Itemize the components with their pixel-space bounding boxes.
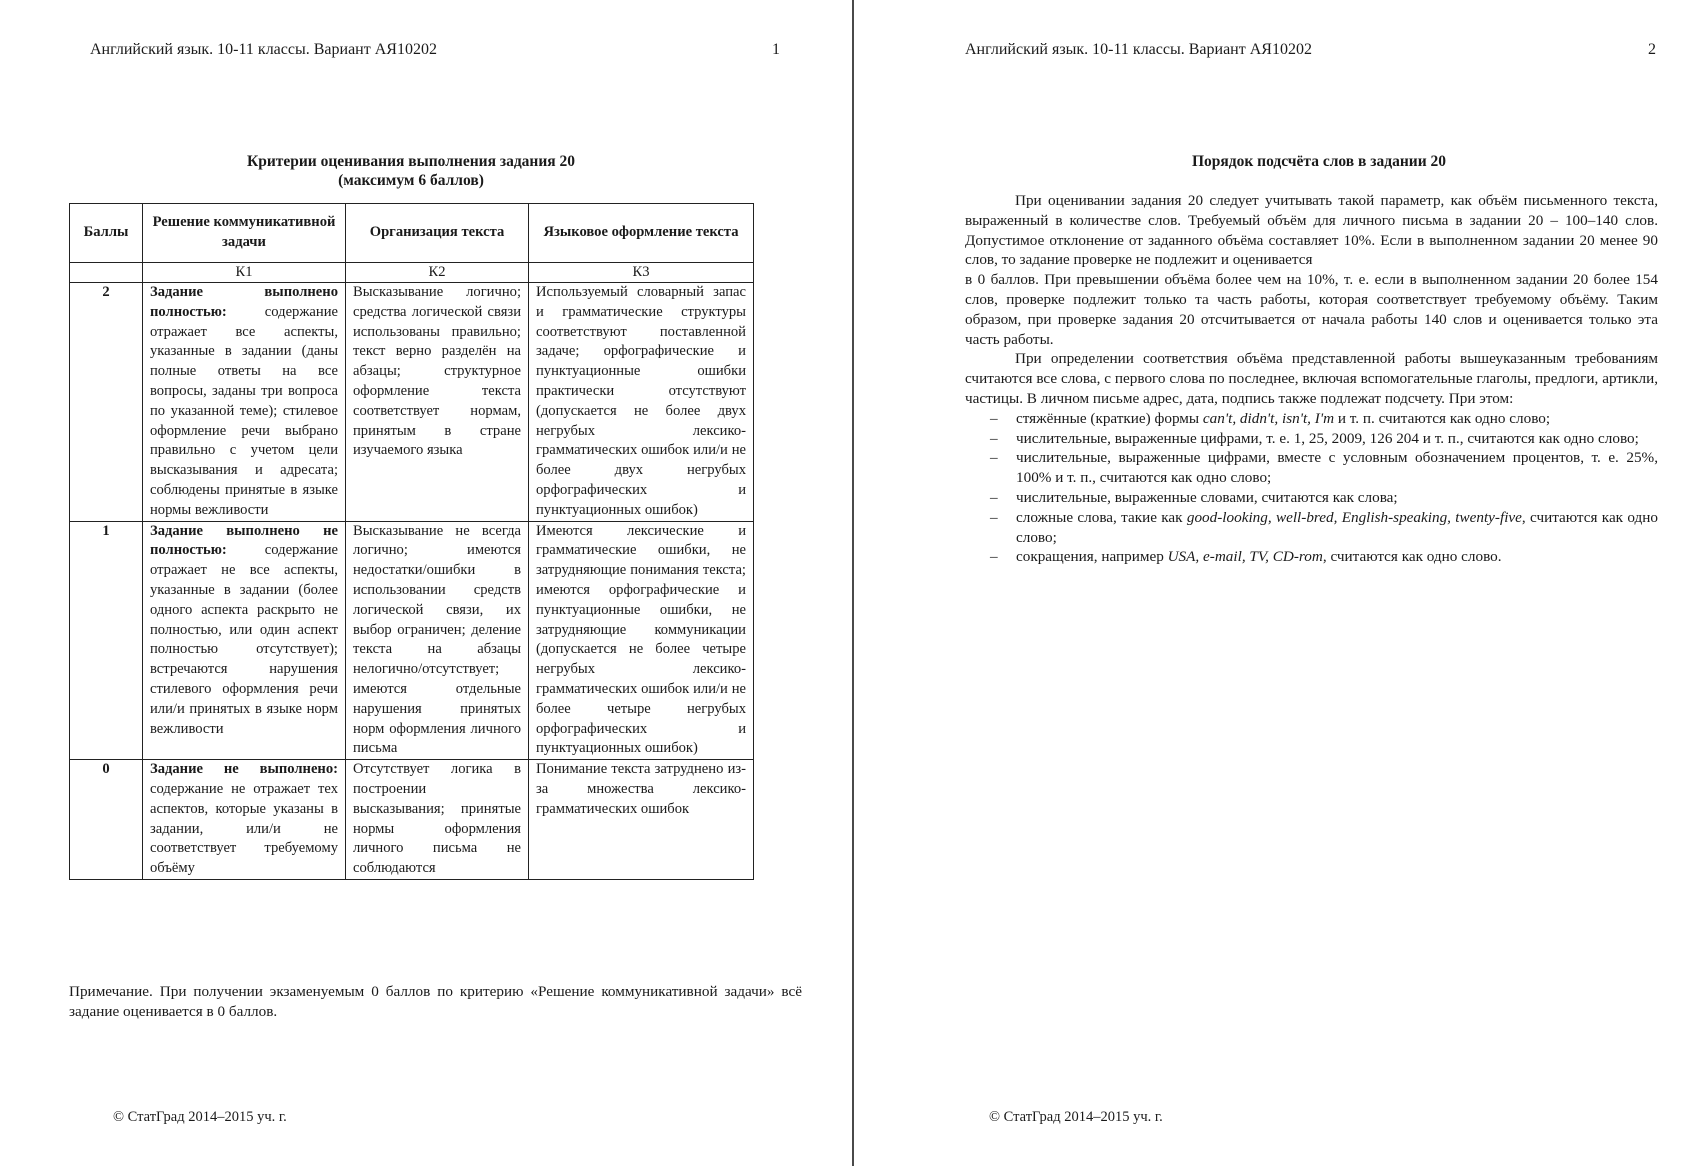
k2-cell: Отсутствует логика в построении высказывания; принятые нормы оформления личного письма не соблюдаются (346, 760, 529, 880)
word-count-title: Порядок подсчёта слов в задании 20 (1191, 153, 1447, 170)
header-score: Баллы (70, 204, 143, 263)
k1-lead: Задание выполнено не полностью: (150, 522, 338, 559)
k2-cell: Высказывание не всегда логично; имеются недостатки/ошибки в использовании средств логической связи, их выбор ограничен; деление текста на абзацы нелогично/отсутствует; имеются отдельные нарушения принятых норм оформления личного письма (346, 521, 529, 760)
paragraph-volume: При оценивании задания 20 следует учитывать такой параметр, как объём письменного текста, выраженный в количестве слов. Требуемый объём для личного письма в задании 20 – 100–140 слов. Допустимое отклонение от заданного объёма составляет 10%. Если в выполненном задании 20 менее 90 слов, то задание проверке не подлежит и оценивается (965, 192, 1658, 269)
page-left (0, 0, 852, 1166)
header-k3: Языковое оформление текста (529, 204, 754, 263)
k1-cell (143, 760, 346, 880)
list-item: – числительные, выраженные цифрами, т. е. 1, 25, 2009, 126 204 и т. п., считаются как одно слово; (990, 429, 1639, 447)
table-header-row (70, 204, 754, 263)
k3-cell: Понимание текста затруднено из-за множества лексико-грамматических ошибок (529, 760, 754, 880)
criteria-note: Примечание. При получении экзаменуемым 0 баллов по критерию «Решение коммуникативной задачи» всё задание оценивается в 0 баллов. (69, 983, 802, 1020)
table-row (70, 521, 754, 760)
k3-cell: Используемый словарный запас и грамматические структуры соответствуют поставленной задаче; орфографические и пунктуационные ошибки практически отсутствуют (допускается не более двух негрубых лексико-грамматических ошибок или/и не более двух негрубых орфографических и пунктуационных ошибок) (529, 283, 754, 522)
list-item: – стяжённые (краткие) формы can't, didn't, isn't, I'm и т. п. считаются как одно слово; (990, 409, 1551, 427)
criteria-table (69, 203, 754, 880)
k2-cell: Высказывание логично; средства логической связи использованы правильно; текст верно разделён на абзацы; структурное оформление текста соответствует нормам, принятым в стране изучаемого языка (346, 283, 529, 522)
list-item: – сложные слова, такие как good-looking, well-bred, English-speaking, twenty-five, считаются как одно слово; (990, 508, 1658, 546)
k1-text: содержание не отражает тех аспектов, которые указаны в задании, или/и не соответствует требуемому объёму (150, 780, 338, 877)
k1-cell (143, 521, 346, 760)
table-row (70, 283, 754, 522)
header-k1: Решение коммуникативной задачи (143, 204, 346, 263)
score-cell: 2 (70, 283, 143, 522)
code-k2: К2 (346, 263, 529, 283)
k1-cell (143, 283, 346, 522)
list-item: – числительные, выраженные словами, считаются как слова; (990, 488, 1398, 506)
k3-cell: Имеются лексические и грамматические ошибки, не затрудняющие понимания текста; имеются орфографические и пунктуационные ошибки, не затрудняющие коммуникации (допускается не более четыре негрубых лексико-грамматических ошибок или/и не более четыре негрубых орфографических и пунктуационных ошибок) (529, 521, 754, 760)
list-item: – числительные, выраженные цифрами, вместе с условным обозначением процентов, т. е. 25%, 100% и т. п., считаются как одно слово; (990, 449, 1658, 487)
k1-lead: Задание не выполнено: (150, 761, 338, 778)
codes-empty-cell (70, 263, 143, 283)
criteria-title-line2: (максимум 6 баллов) (338, 172, 484, 189)
k1-text: содержание отражает все аспекты, указанные в задании (даны полные ответы на все вопросы, заданы три вопроса по указанной теме); стилевое оформление речи выбрано правильно с учетом цели высказывания и адресата; соблюдены принятые в языке нормы вежливости (150, 303, 338, 518)
criteria-title (70, 152, 752, 190)
code-k1: К1 (143, 263, 346, 283)
code-k3: К3 (529, 263, 754, 283)
list-item: – сокращения, например USA, e-mail, TV, CD-rom, считаются как одно слово. (990, 548, 1502, 566)
page-number: 1 (772, 41, 780, 58)
page-right (854, 0, 1706, 1166)
page-footer: © СтатГрад 2014–2015 уч. г. (113, 1109, 287, 1125)
page-number: 2 (1648, 41, 1656, 58)
page-footer: © СтатГрад 2014–2015 уч. г. (989, 1109, 1163, 1125)
score-cell: 0 (70, 760, 143, 880)
page-header-title: Английский язык. 10-11 классы. Вариант АЯ10202 (965, 41, 1312, 58)
word-count-body (965, 191, 1658, 567)
paragraph-counting: При определении соответствия объёма представленной работы вышеуказанным требованиям считаются все слова, с первого слова по последнее, включая вспомогательные глаголы, предлоги, артикли, частицы. В личном письме адрес, дата, подпись также подлежат подсчету. При этом: (965, 350, 1658, 407)
score-cell: 1 (70, 521, 143, 760)
page-header-title: Английский язык. 10-11 классы. Вариант АЯ10202 (90, 41, 437, 58)
header-k2: Организация текста (346, 204, 529, 263)
k1-text: содержание отражает не все аспекты, указанные в задании (более одного аспекта раскрыто не полностью, или один аспект полностью отсутствует); встречаются нарушения стилевого оформления речи или/и принятых в языке норм вежливости (150, 542, 338, 737)
table-codes-row (70, 263, 754, 283)
counting-rules-list (965, 409, 1658, 567)
paragraph-volume-cont: в 0 баллов. При превышении объёма более чем на 10%, т. е. если в выполненном задании 20 более 154 слов, проверке подлежит только та часть работы, которая соответствует требуемому объёму. Таким образом, при проверке задания 20 отсчитывается от начала работы 140 слов и оценивается только эта часть работы. (965, 271, 1658, 348)
table-row (70, 760, 754, 880)
k1-lead: Задание выполнено полностью: (150, 284, 338, 320)
criteria-title-line1: Критерии оценивания выполнения задания 20 (246, 153, 576, 170)
